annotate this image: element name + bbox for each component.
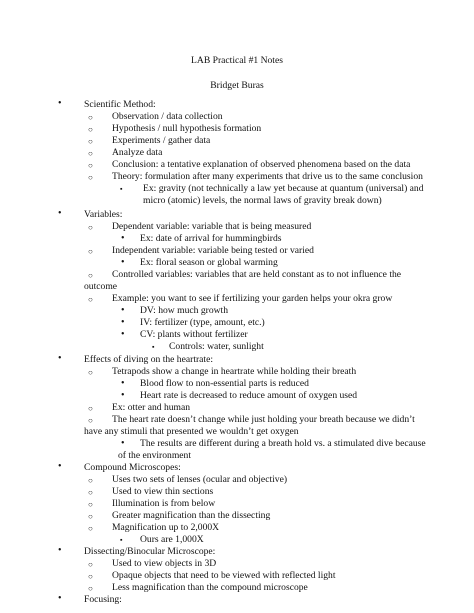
circle-bullet-icon: ○ <box>88 295 93 304</box>
section-heading-diving: Effects of diving on the heartrate: <box>84 354 214 365</box>
square-bullet-icon: ▪ <box>152 343 155 351</box>
document-author: Bridget Buras <box>210 80 264 91</box>
list-item: Greater magnification than the dissecting <box>112 510 271 521</box>
list-item: Controls: water, sunlight <box>169 341 264 352</box>
circle-bullet-icon: ○ <box>88 560 93 569</box>
circle-bullet-icon: ○ <box>88 223 93 232</box>
list-item-continuation: have any stimuli that presented we wouldn’t get oxygen <box>84 426 299 437</box>
list-item: Magnification up to 2,000X <box>112 522 220 533</box>
list-item: Heart rate is decreased to reduce amount of oxygen used <box>140 390 358 401</box>
list-item-continuation: outcome <box>84 281 118 292</box>
circle-bullet-icon: ○ <box>88 572 93 581</box>
bullet-icon: • <box>58 208 62 219</box>
circle-bullet-icon: ○ <box>88 524 93 533</box>
list-item-continuation: of the environment <box>118 450 191 461</box>
list-item: Opaque objects that need to be viewed with reflected light <box>112 570 336 581</box>
section-heading-focusing: Focusing: <box>84 594 122 605</box>
bullet-icon: • <box>58 593 62 604</box>
square-bullet-icon: ▪ <box>120 536 123 544</box>
list-item-continuation: micro (atomic) levels, the normal laws of gravity break down) <box>143 195 382 206</box>
section-heading-variables: Variables: <box>84 209 123 220</box>
circle-bullet-icon: ○ <box>88 404 93 413</box>
circle-bullet-icon: ○ <box>88 488 93 497</box>
list-item: Independent variable: variable being tested or varied <box>112 245 314 256</box>
bullet-icon: • <box>121 378 125 389</box>
document-title: LAB Practical #1 Notes <box>191 55 283 66</box>
list-item: Ex: floral season or global warming <box>140 257 278 268</box>
bullet-icon: • <box>121 233 125 244</box>
list-item: Controlled variables: variables that are held constant as to not influence the <box>112 269 402 280</box>
list-item: DV: how much growth <box>140 305 229 316</box>
circle-bullet-icon: ○ <box>88 125 93 134</box>
list-item: Uses two sets of lenses (ocular and objective) <box>112 474 288 485</box>
list-item: Ex: otter and human <box>112 402 191 413</box>
bullet-icon: • <box>58 98 62 109</box>
list-item: CV: plants without fertilizer <box>140 329 248 340</box>
list-item: Observation / data collection <box>112 111 223 122</box>
circle-bullet-icon: ○ <box>88 368 93 377</box>
list-item: The heart rate doesn’t change while just holding your breath because we didn’t <box>112 414 415 425</box>
list-item: Analyze data <box>112 147 163 158</box>
circle-bullet-icon: ○ <box>88 512 93 521</box>
list-item: Illumination is from below <box>112 498 216 509</box>
list-item: Blood flow to non-essential parts is reduced <box>140 378 309 389</box>
list-item: Experiments / gather data <box>112 135 211 146</box>
list-item: Theory: formulation after many experiments that drive us to the same conclusion <box>112 171 423 182</box>
list-item: Dependent variable: variable that is being measured <box>112 221 312 232</box>
section-heading-dissecting: Dissecting/Binocular Microscope: <box>84 546 216 557</box>
circle-bullet-icon: ○ <box>88 271 93 280</box>
list-item: Ex: date of arrival for hummingbirds <box>140 233 282 244</box>
circle-bullet-icon: ○ <box>88 113 93 122</box>
bullet-icon: • <box>121 317 125 328</box>
list-item: Hypothesis / null hypothesis formation <box>112 123 262 134</box>
list-item: Less magnification than the compound microscope <box>112 582 308 593</box>
list-item: Ours are 1,000X <box>140 534 204 545</box>
list-item: Example: you want to see if fertilizing your garden helps your okra grow <box>112 293 393 304</box>
circle-bullet-icon: ○ <box>88 137 93 146</box>
list-item: Tetrapods show a change in heartrate while holding their breath <box>112 366 357 377</box>
list-item: The results are different during a breath hold vs. a stimulated dive because <box>140 438 426 449</box>
list-item: Ex: gravity (not technically a law yet because at quantum (universal) and <box>143 183 424 194</box>
list-item: Used to view thin sections <box>112 486 214 497</box>
bullet-icon: • <box>58 353 62 364</box>
list-item: Conclusion: a tentative explanation of observed phenomena based on the data <box>112 159 411 170</box>
bullet-icon: • <box>121 305 125 316</box>
list-item: Used to view objects in 3D <box>112 558 217 569</box>
section-heading-scientific-method: Scientific Method: <box>84 99 156 110</box>
bullet-icon: • <box>121 257 125 268</box>
bullet-icon: • <box>58 461 62 472</box>
circle-bullet-icon: ○ <box>88 247 93 256</box>
circle-bullet-icon: ○ <box>88 476 93 485</box>
circle-bullet-icon: ○ <box>88 161 93 170</box>
circle-bullet-icon: ○ <box>88 584 93 593</box>
square-bullet-icon: ▪ <box>120 185 123 193</box>
list-item: IV: fertilizer (type, amount, etc.) <box>140 317 265 328</box>
bullet-icon: • <box>121 438 125 449</box>
bullet-icon: • <box>121 390 125 401</box>
circle-bullet-icon: ○ <box>88 173 93 182</box>
circle-bullet-icon: ○ <box>88 149 93 158</box>
section-heading-compound: Compound Microscopes: <box>84 462 181 473</box>
circle-bullet-icon: ○ <box>88 500 93 509</box>
circle-bullet-icon: ○ <box>88 416 93 425</box>
bullet-icon: • <box>58 545 62 556</box>
bullet-icon: • <box>121 329 125 340</box>
